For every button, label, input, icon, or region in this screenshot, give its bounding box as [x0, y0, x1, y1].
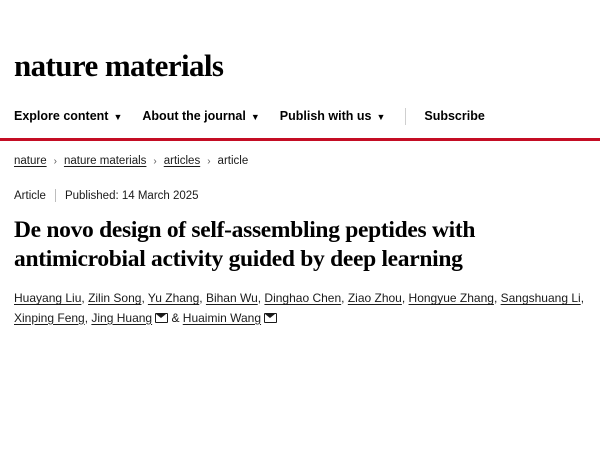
author-link[interactable]: Huaimin Wang — [182, 310, 262, 325]
nav-label-explore-content: Explore content — [14, 109, 109, 123]
corresponding-author-email-icon[interactable] — [155, 313, 168, 323]
meta-divider — [55, 189, 56, 202]
author-link[interactable]: Jing Huang — [91, 310, 153, 325]
author-separator: , — [84, 310, 92, 325]
chevron-down-icon: ▼ — [250, 111, 260, 122]
journal-logo[interactable]: nature materials — [14, 48, 224, 83]
chevron-down-icon: ▼ — [376, 111, 386, 122]
author-link[interactable]: Ziao Zhou — [347, 291, 402, 306]
top-gutter — [0, 0, 600, 34]
author-link[interactable]: Dinghao Chen — [264, 291, 342, 306]
article-header — [0, 189, 600, 328]
nav-item-publish-with-us[interactable] — [280, 109, 386, 123]
breadcrumb-item-nature-materials[interactable]: nature materials — [63, 155, 147, 167]
author-separator: , — [580, 291, 585, 306]
author-separator: , — [199, 291, 206, 306]
author-separator: , — [401, 291, 409, 306]
breadcrumb-separator: › — [207, 155, 211, 167]
breadcrumb-item-articles[interactable]: articles — [163, 155, 201, 167]
article-type: Article — [14, 189, 46, 202]
main-navigation — [0, 101, 600, 141]
article-meta — [14, 189, 586, 202]
author-list — [14, 289, 586, 328]
author-separator: , — [141, 291, 148, 306]
nav-item-about-the-journal[interactable] — [142, 109, 259, 123]
article-published-date: Published: 14 March 2025 — [64, 189, 199, 202]
author-link[interactable]: Sangshuang Li — [500, 291, 581, 306]
nav-items — [0, 101, 600, 131]
author-link[interactable]: Bihan Wu — [205, 291, 258, 306]
chevron-down-icon: ▼ — [113, 111, 123, 122]
breadcrumb-item-nature[interactable]: nature — [14, 155, 47, 167]
breadcrumb-separator: › — [53, 155, 57, 167]
author-link[interactable]: Xinping Feng — [14, 310, 85, 325]
breadcrumb-separator: › — [153, 155, 157, 167]
author-separator: , — [81, 291, 89, 306]
author-link[interactable]: Zilin Song — [88, 291, 142, 306]
nav-label-subscribe: Subscribe — [424, 109, 485, 123]
nav-label-publish-with-us: Publish with us — [279, 109, 372, 123]
nav-divider — [405, 108, 406, 125]
page-title: De novo design of self-assembling peptides with antimicrobial activity guided by deep learning — [14, 217, 476, 272]
author-link[interactable]: Huayang Liu — [14, 291, 82, 306]
author-last-separator: & — [168, 310, 183, 325]
corresponding-author-email-icon[interactable] — [264, 313, 277, 323]
author-link[interactable]: Hongyue Zhang — [408, 291, 494, 306]
masthead — [0, 34, 600, 87]
author-separator: , — [493, 291, 501, 306]
nav-item-explore-content[interactable] — [14, 109, 122, 123]
breadcrumb — [0, 141, 600, 167]
nav-item-subscribe[interactable] — [424, 109, 484, 123]
author-separator: , — [341, 291, 348, 306]
breadcrumb-item-article: article — [217, 155, 249, 167]
author-link[interactable]: Yu Zhang — [147, 291, 200, 306]
author-separator: , — [257, 291, 265, 306]
nav-label-about-the-journal: About the journal — [142, 109, 246, 123]
